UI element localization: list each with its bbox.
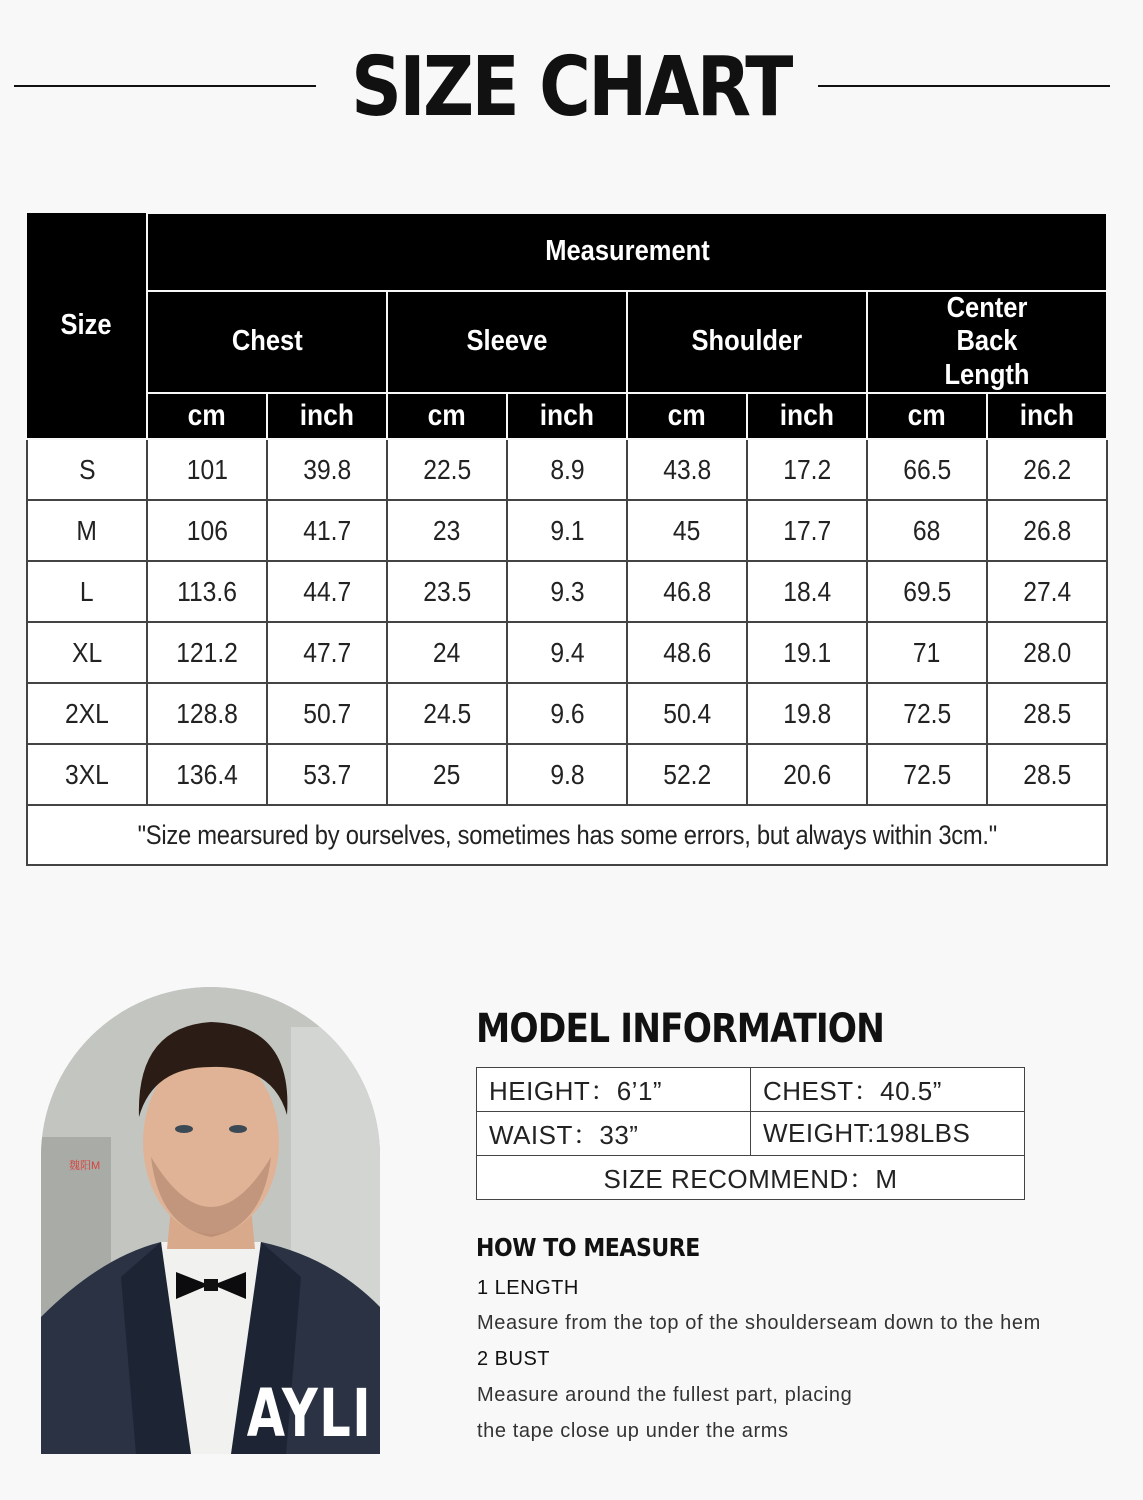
brand-logo: AYLI — [246, 1375, 372, 1452]
model-weight: WEIGHT:198LBS — [751, 1112, 1025, 1156]
unit-header: inch — [987, 393, 1107, 439]
measurement-cell: 9.1 — [507, 500, 627, 561]
step-length-text: Measure from the top of the shoulderseam down to the hem — [477, 1312, 1041, 1334]
measurement-cell: 9.3 — [507, 561, 627, 622]
size-label-cell: L — [27, 561, 147, 622]
model-information-table — [476, 1067, 1025, 1200]
sleeve-header: Sleeve — [387, 291, 627, 393]
measurement-cell: 128.8 — [147, 683, 267, 744]
unit-header: inch — [267, 393, 387, 439]
page-title: SIZE CHART — [351, 40, 791, 135]
step-bust-text-line-1: Measure around the fullest part, placing — [477, 1384, 853, 1406]
measurement-cell: 43.8 — [627, 439, 747, 500]
measurement-cell: 46.8 — [627, 561, 747, 622]
measurement-cell: 68 — [867, 500, 987, 561]
model-chest: CHEST：40.5” — [751, 1068, 1025, 1112]
measurement-cell: 48.6 — [627, 622, 747, 683]
measurement-cell: 71 — [867, 622, 987, 683]
center-back-length-header: Center Back Length — [867, 291, 1107, 393]
how-to-measure-heading: HOW TO MEASURE — [476, 1233, 700, 1262]
chest-header: Chest — [147, 291, 387, 393]
measurement-cell: 39.8 — [267, 439, 387, 500]
measurement-cell: 20.6 — [747, 744, 867, 805]
size-label-cell: M — [27, 500, 147, 561]
measurement-cell: 28.5 — [987, 744, 1107, 805]
measurement-cell: 101 — [147, 439, 267, 500]
size-row — [27, 622, 1107, 683]
model-photo — [41, 987, 380, 1454]
shoulder-header: Shoulder — [627, 291, 867, 393]
measurement-cell: 28.0 — [987, 622, 1107, 683]
measurement-cell: 23 — [387, 500, 507, 561]
step-length-title: 1 LENGTH — [477, 1277, 579, 1299]
measurement-cell: 50.7 — [267, 683, 387, 744]
size-row — [27, 683, 1107, 744]
measurement-cell: 45 — [627, 500, 747, 561]
model-waist: WAIST：33” — [477, 1112, 751, 1156]
measurement-cell: 25 — [387, 744, 507, 805]
measurement-cell: 44.7 — [267, 561, 387, 622]
size-row — [27, 500, 1107, 561]
measurement-cell: 17.2 — [747, 439, 867, 500]
measurement-cell: 22.5 — [387, 439, 507, 500]
measurement-cell: 24 — [387, 622, 507, 683]
size-row — [27, 744, 1107, 805]
measurement-cell: 72.5 — [867, 683, 987, 744]
measurement-cell: 27.4 — [987, 561, 1107, 622]
model-information-heading: MODEL INFORMATION — [476, 1006, 885, 1052]
size-label-cell: 2XL — [27, 683, 147, 744]
measurement-cell: 136.4 — [147, 744, 267, 805]
measurement-cell: 53.7 — [267, 744, 387, 805]
measurement-header: Measurement — [147, 213, 1107, 291]
photo-watermark: 魏阳M — [69, 1160, 101, 1172]
step-bust-title: 2 BUST — [477, 1348, 551, 1370]
size-rows — [27, 439, 1107, 805]
measurement-cell: 9.4 — [507, 622, 627, 683]
size-row — [27, 561, 1107, 622]
measurement-cell: 9.6 — [507, 683, 627, 744]
measurement-cell: 66.5 — [867, 439, 987, 500]
measurement-cell: 121.2 — [147, 622, 267, 683]
size-chart-table — [26, 212, 1108, 866]
measurement-cell: 50.4 — [627, 683, 747, 744]
measurement-cell: 72.5 — [867, 744, 987, 805]
size-label-cell: XL — [27, 622, 147, 683]
measurement-cell: 18.4 — [747, 561, 867, 622]
size-row — [27, 439, 1107, 500]
measurement-cell: 106 — [147, 500, 267, 561]
title-rule-right — [818, 85, 1110, 87]
size-label-cell: S — [27, 439, 147, 500]
unit-header: cm — [147, 393, 267, 439]
measurement-cell: 19.8 — [747, 683, 867, 744]
measurement-cell: 8.9 — [507, 439, 627, 500]
measurement-cell: 41.7 — [267, 500, 387, 561]
measurement-note: "Size mearsured by ourselves, sometimes has some errors, but always within 3cm." — [27, 805, 1107, 865]
measurement-cell: 19.1 — [747, 622, 867, 683]
title-rule-left — [14, 85, 316, 87]
unit-header: inch — [507, 393, 627, 439]
unit-header: cm — [387, 393, 507, 439]
measurement-cell: 113.6 — [147, 561, 267, 622]
unit-header: cm — [627, 393, 747, 439]
unit-header: cm — [867, 393, 987, 439]
size-label-cell: 3XL — [27, 744, 147, 805]
measurement-cell: 26.8 — [987, 500, 1107, 561]
measurement-cell: 47.7 — [267, 622, 387, 683]
measurement-cell: 69.5 — [867, 561, 987, 622]
measurement-cell: 28.5 — [987, 683, 1107, 744]
size-recommend: SIZE RECOMMEND：M — [477, 1156, 1025, 1200]
size-column-header: Size — [27, 213, 147, 439]
measurement-cell: 17.7 — [747, 500, 867, 561]
step-bust-text-line-2: the tape close up under the arms — [477, 1420, 789, 1442]
measurement-cell: 23.5 — [387, 561, 507, 622]
measurement-cell: 52.2 — [627, 744, 747, 805]
measurement-cell: 24.5 — [387, 683, 507, 744]
unit-header: inch — [747, 393, 867, 439]
model-height: HEIGHT：6’1” — [477, 1068, 751, 1112]
measurement-cell: 26.2 — [987, 439, 1107, 500]
measurement-cell: 9.8 — [507, 744, 627, 805]
